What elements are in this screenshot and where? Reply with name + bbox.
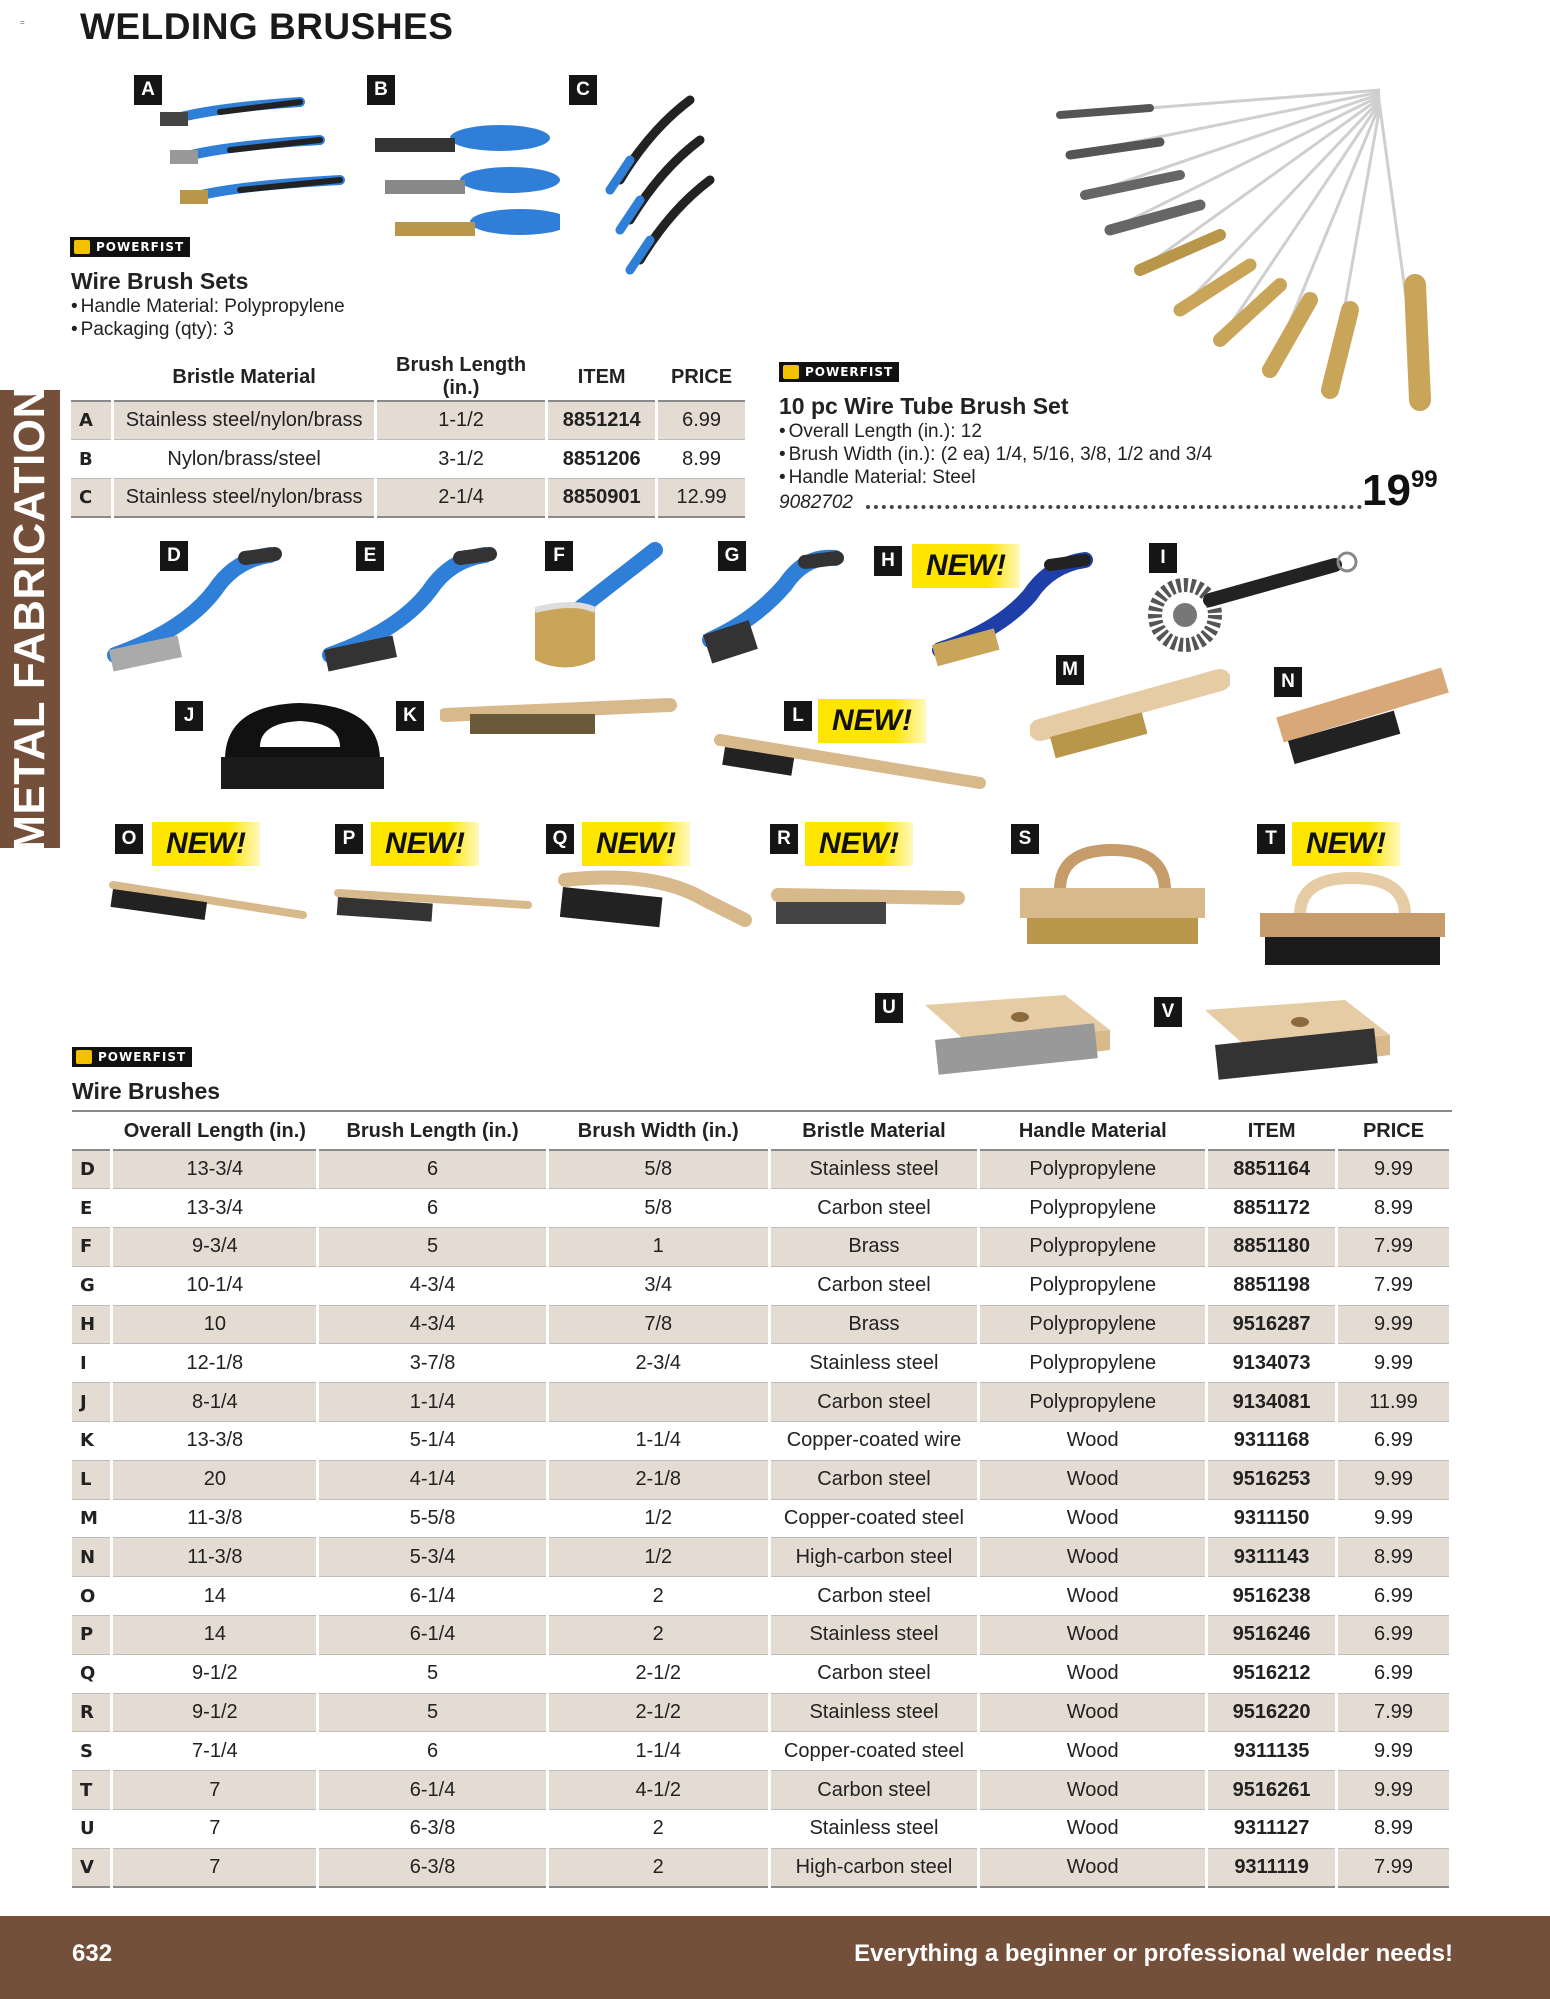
table-cell: 12.99 <box>657 479 747 518</box>
new-badge: NEW! <box>582 822 690 866</box>
table-cell: 8851206 <box>547 440 657 479</box>
table-cell: 14 <box>112 1577 318 1616</box>
brush-j-image <box>215 695 390 795</box>
table-cell: 9516261 <box>1207 1771 1337 1810</box>
product-letter-l: L <box>784 701 812 731</box>
column-header <box>71 354 113 401</box>
brush-k-image <box>440 690 680 745</box>
new-badge: NEW! <box>912 544 1020 588</box>
brush-p-image <box>333 885 533 925</box>
table-cell: 6 <box>318 1150 548 1189</box>
new-badge: NEW! <box>152 822 260 866</box>
section-tab <box>0 386 60 852</box>
table-cell: 8851198 <box>1207 1266 1337 1305</box>
table-cell: 5/8 <box>547 1150 769 1189</box>
column-header: Brush Length (in.) <box>318 1114 548 1150</box>
table-cell: Stainless steel <box>769 1616 979 1655</box>
row-key: V <box>72 1848 112 1887</box>
product-letter-i: I <box>1149 543 1177 573</box>
table-cell: 8.99 <box>657 440 747 479</box>
table-cell: 6-1/4 <box>318 1577 548 1616</box>
bullet-item: • Handle Material: Polypropylene <box>71 295 345 318</box>
table-cell: 9311119 <box>1207 1848 1337 1887</box>
table-cell: 7.99 <box>1337 1693 1451 1732</box>
table-row <box>72 1150 1451 1189</box>
table-cell: 20 <box>112 1460 318 1499</box>
brush-c2 <box>620 140 700 230</box>
table-cell: 9.99 <box>1337 1732 1451 1771</box>
table-cell: 1/2 <box>547 1499 769 1538</box>
table-cell: 7 <box>112 1771 318 1810</box>
row-key: O <box>72 1577 112 1616</box>
table-cell: Copper-coated steel <box>769 1732 979 1771</box>
table-cell: 11-3/8 <box>112 1538 318 1577</box>
table-cell: 13-3/8 <box>112 1422 318 1461</box>
table-cell: 9311135 <box>1207 1732 1337 1771</box>
product-letter-f: F <box>545 541 573 571</box>
table-cell: 7.99 <box>1337 1228 1451 1267</box>
table-cell: 7.99 <box>1337 1848 1451 1887</box>
table-cell: Polypropylene <box>979 1305 1207 1344</box>
table-cell: 4-3/4 <box>318 1305 548 1344</box>
table-row <box>71 401 747 440</box>
column-header: Handle Material <box>979 1114 1207 1150</box>
bullet-item: • Brush Width (in.): (2 ea) 1/4, 5/16, 3/8, 1/2 and 3/4 <box>779 443 1212 466</box>
table-cell: 11.99 <box>1337 1383 1451 1422</box>
table-row <box>72 1810 1451 1849</box>
brush-o-image <box>108 875 308 925</box>
table-cell: 9311168 <box>1207 1422 1337 1461</box>
table-cell: 1 <box>547 1228 769 1267</box>
table-cell: 9516238 <box>1207 1577 1337 1616</box>
new-badge: NEW! <box>371 822 479 866</box>
table-cell: Polypropylene <box>979 1228 1207 1267</box>
brush-e-image <box>310 540 505 690</box>
table-cell: 11-3/8 <box>112 1499 318 1538</box>
table-cell: Stainless steel/nylon/brass <box>113 479 375 518</box>
brush-a2 <box>170 140 320 164</box>
table-cell: Copper-coated steel <box>769 1499 979 1538</box>
column-header <box>72 1114 112 1150</box>
product-letter-d: D <box>160 541 188 571</box>
brush-c3 <box>630 180 710 270</box>
row-key: H <box>72 1305 112 1344</box>
column-header: Brush Width (in.) <box>547 1114 769 1150</box>
table-cell: Wood <box>979 1732 1207 1771</box>
table-cell: 4-1/2 <box>547 1771 769 1810</box>
brush-b1 <box>375 125 550 152</box>
table-cell: 7 <box>112 1810 318 1849</box>
table-cell: 6-1/4 <box>318 1771 548 1810</box>
brush-u-image <box>915 985 1115 1095</box>
table-cell: Stainless steel <box>769 1150 979 1189</box>
table-cell: Carbon steel <box>769 1383 979 1422</box>
table-cell: 1/2 <box>547 1538 769 1577</box>
product-letter-o: O <box>115 824 143 854</box>
table-cell: Wood <box>979 1577 1207 1616</box>
table-cell: Polypropylene <box>979 1383 1207 1422</box>
table-row <box>72 1189 1451 1228</box>
table-cell: 6-3/8 <box>318 1848 548 1887</box>
table-row <box>72 1460 1451 1499</box>
brand-name: POWERFIST <box>98 1050 187 1064</box>
table-cell: 9-3/4 <box>112 1228 318 1267</box>
brush-f-image <box>515 540 675 680</box>
table-cell: 8851172 <box>1207 1189 1337 1228</box>
table-cell: 9516220 <box>1207 1693 1337 1732</box>
table-cell: 9516253 <box>1207 1460 1337 1499</box>
table-cell: Wood <box>979 1848 1207 1887</box>
brand-logo <box>70 237 190 257</box>
table-cell: Wood <box>979 1499 1207 1538</box>
table-cell: Wood <box>979 1771 1207 1810</box>
product-letter-c: C <box>569 75 597 105</box>
table-cell: Polypropylene <box>979 1189 1207 1228</box>
brush-set-b-image <box>370 120 560 250</box>
table-cell: 10 <box>112 1305 318 1344</box>
row-key: Q <box>72 1654 112 1693</box>
table-cell: Carbon steel <box>769 1771 979 1810</box>
product-letter-a: A <box>134 75 162 105</box>
table-cell: Carbon steel <box>769 1577 979 1616</box>
table-cell: 4-3/4 <box>318 1266 548 1305</box>
product-letter-n: N <box>1274 667 1302 697</box>
bullet-item: • Overall Length (in.): 12 <box>779 420 1212 443</box>
table-row <box>72 1732 1451 1771</box>
table-cell: 6 <box>318 1189 548 1228</box>
table-cell: 2-1/2 <box>547 1693 769 1732</box>
table-row <box>72 1266 1451 1305</box>
price-cents: 99 <box>1410 466 1438 493</box>
wire-brushes-table <box>72 1114 1452 1888</box>
table-cell: 2-1/8 <box>547 1460 769 1499</box>
table-cell: Wood <box>979 1460 1207 1499</box>
table-cell: Carbon steel <box>769 1189 979 1228</box>
table-cell: 14 <box>112 1616 318 1655</box>
brush-r-image <box>768 880 968 935</box>
table-cell <box>547 1383 769 1422</box>
table-cell: Wood <box>979 1616 1207 1655</box>
table-cell: Wood <box>979 1693 1207 1732</box>
row-key: E <box>72 1189 112 1228</box>
table-cell: 6.99 <box>1337 1654 1451 1693</box>
table-cell: Copper-coated wire <box>769 1422 979 1461</box>
wire-brushes-heading: Wire Brushes <box>72 1078 221 1104</box>
brush-g-image <box>685 540 845 680</box>
row-key: A <box>71 401 113 440</box>
table-row <box>71 440 747 479</box>
product-letter-s: S <box>1011 824 1039 854</box>
table-cell: 2-1/4 <box>375 479 546 518</box>
table-cell: 2-3/4 <box>547 1344 769 1383</box>
table-cell: 8851214 <box>547 401 657 440</box>
tube-brush-heads <box>1060 108 1420 400</box>
row-key: L <box>72 1460 112 1499</box>
table-cell: Wood <box>979 1654 1207 1693</box>
table-cell: 9.99 <box>1337 1344 1451 1383</box>
tube-brush-wires <box>1060 90 1420 400</box>
table-cell: 8.99 <box>1337 1810 1451 1849</box>
wire-brush-sets-table <box>71 354 748 518</box>
row-key: R <box>72 1693 112 1732</box>
brush-s-image <box>1015 840 1210 950</box>
brush-set-a-image <box>150 90 350 240</box>
table-cell: Stainless steel <box>769 1810 979 1849</box>
table-cell: 3-1/2 <box>375 440 546 479</box>
table-cell: 7 <box>112 1848 318 1887</box>
column-header: ITEM <box>547 354 657 401</box>
table-cell: 8851164 <box>1207 1150 1337 1189</box>
table-cell: High-carbon steel <box>769 1538 979 1577</box>
column-header: Overall Length (in.) <box>112 1114 318 1150</box>
table-cell: 9134073 <box>1207 1344 1337 1383</box>
brand-logo <box>779 362 899 382</box>
row-key: C <box>71 479 113 518</box>
brush-a1 <box>160 102 300 126</box>
table-cell: 12-1/8 <box>112 1344 318 1383</box>
table-row <box>72 1499 1451 1538</box>
row-key: M <box>72 1499 112 1538</box>
table-row <box>72 1848 1451 1887</box>
table-cell: 9134081 <box>1207 1383 1337 1422</box>
table-cell: 6.99 <box>657 401 747 440</box>
table-cell: 9-1/2 <box>112 1654 318 1693</box>
product-letter-q: Q <box>546 824 574 854</box>
column-header: PRICE <box>1337 1114 1451 1150</box>
table-cell: 8850901 <box>547 479 657 518</box>
table-cell: 9.99 <box>1337 1499 1451 1538</box>
product-letter-b: B <box>367 75 395 105</box>
brush-a3 <box>180 180 340 204</box>
table-cell: 9.99 <box>1337 1150 1451 1189</box>
row-key: S <box>72 1732 112 1771</box>
bullet-item: • Packaging (qty): 3 <box>71 318 345 341</box>
new-badge: NEW! <box>805 822 913 866</box>
table-row <box>72 1228 1451 1267</box>
row-key: P <box>72 1616 112 1655</box>
table-row <box>72 1577 1451 1616</box>
table-cell: Brass <box>769 1228 979 1267</box>
table-row <box>72 1305 1451 1344</box>
table-cell: 2 <box>547 1616 769 1655</box>
table-cell: Wood <box>979 1422 1207 1461</box>
table-cell: 6-3/8 <box>318 1810 548 1849</box>
brand-logo <box>72 1047 192 1067</box>
table-cell: 9311150 <box>1207 1499 1337 1538</box>
table-cell: 8851180 <box>1207 1228 1337 1267</box>
row-key: K <box>72 1422 112 1461</box>
column-header: PRICE <box>657 354 747 401</box>
column-header: Bristle Material <box>113 354 375 401</box>
table-cell: 2 <box>547 1848 769 1887</box>
product-letter-u: U <box>875 993 903 1023</box>
table-cell: 9.99 <box>1337 1460 1451 1499</box>
table-row <box>72 1383 1451 1422</box>
product-letter-h: H <box>874 546 902 576</box>
table-cell: 6.99 <box>1337 1422 1451 1461</box>
row-key: I <box>72 1344 112 1383</box>
row-key: T <box>72 1771 112 1810</box>
tube-brush-set-image <box>1040 80 1460 420</box>
product-letter-j: J <box>175 701 203 731</box>
table-cell: Polypropylene <box>979 1150 1207 1189</box>
table-cell: 9516212 <box>1207 1654 1337 1693</box>
page-marker: = <box>20 18 25 27</box>
table-cell: 5-1/4 <box>318 1422 548 1461</box>
wire-brush-sets-heading: Wire Brush Sets <box>71 268 249 294</box>
table-cell: 6-1/4 <box>318 1616 548 1655</box>
table-cell: Carbon steel <box>769 1654 979 1693</box>
table-cell: High-carbon steel <box>769 1848 979 1887</box>
table-cell: 2 <box>547 1577 769 1616</box>
brush-c1 <box>610 100 690 190</box>
table-cell: Carbon steel <box>769 1266 979 1305</box>
footer-tagline: Everything a beginner or professional welder needs! <box>854 1940 1453 1967</box>
product-letter-m: M <box>1056 655 1084 685</box>
table-cell: 3-7/8 <box>318 1344 548 1383</box>
page-number: 632 <box>72 1940 113 1967</box>
table-cell: 13-3/4 <box>112 1150 318 1189</box>
table-cell: Nylon/brass/steel <box>113 440 375 479</box>
table-cell: 9.99 <box>1337 1305 1451 1344</box>
product-letter-k: K <box>396 701 424 731</box>
table-cell: 10-1/4 <box>112 1266 318 1305</box>
column-header: Brush Length (in.) <box>375 354 546 401</box>
row-key: J <box>72 1383 112 1422</box>
table-cell: Stainless steel/nylon/brass <box>113 401 375 440</box>
row-key: D <box>72 1150 112 1189</box>
row-key: U <box>72 1810 112 1849</box>
table-row <box>72 1538 1451 1577</box>
new-badge: NEW! <box>1292 822 1400 866</box>
table-cell: Stainless steel <box>769 1693 979 1732</box>
table-cell: 5-5/8 <box>318 1499 548 1538</box>
tube-brush-set-heading: 10 pc Wire Tube Brush Set <box>779 393 1069 419</box>
product-letter-r: R <box>770 824 798 854</box>
table-cell: 9311127 <box>1207 1810 1337 1849</box>
table-cell: Polypropylene <box>979 1344 1207 1383</box>
table-cell: 7/8 <box>547 1305 769 1344</box>
table-cell: 1-1/2 <box>375 401 546 440</box>
table-cell: 4-1/4 <box>318 1460 548 1499</box>
table-row <box>72 1693 1451 1732</box>
table-cell: 9516287 <box>1207 1305 1337 1344</box>
price-dollars: 19 <box>1362 466 1411 515</box>
table-cell: Carbon steel <box>769 1460 979 1499</box>
column-header: ITEM <box>1207 1114 1337 1150</box>
column-header: Bristle Material <box>769 1114 979 1150</box>
table-cell: Wood <box>979 1538 1207 1577</box>
section-tab-label: METAL FABRICATION <box>5 386 54 852</box>
table-cell: 9.99 <box>1337 1771 1451 1810</box>
table-header-row <box>72 1114 1451 1150</box>
tube-brush-set-item-number: 9082702 <box>779 492 853 513</box>
table-cell: 5 <box>318 1654 548 1693</box>
table-cell: Stainless steel <box>769 1344 979 1383</box>
brush-b3 <box>395 209 560 236</box>
brush-d-image <box>95 540 290 690</box>
table-cell: 8.99 <box>1337 1538 1451 1577</box>
table-row <box>72 1344 1451 1383</box>
table-cell: 3/4 <box>547 1266 769 1305</box>
table-cell: 6 <box>318 1732 548 1771</box>
price-leader-dots <box>866 505 1362 509</box>
section-rule <box>72 1110 1452 1112</box>
tube-brush-set-price <box>1362 466 1438 516</box>
brush-t-image <box>1255 870 1450 970</box>
row-key: G <box>72 1266 112 1305</box>
brand-name: POWERFIST <box>96 240 185 254</box>
table-header-row <box>71 354 747 401</box>
product-letter-e: E <box>356 541 384 571</box>
table-row <box>72 1422 1451 1461</box>
powerfist-logo-icon <box>783 365 799 379</box>
table-cell: 1-1/4 <box>318 1383 548 1422</box>
table-cell: 5 <box>318 1228 548 1267</box>
brush-v-image <box>1195 990 1395 1100</box>
row-key: F <box>72 1228 112 1267</box>
table-cell: 1-1/4 <box>547 1732 769 1771</box>
table-row <box>71 479 747 518</box>
table-cell: 9516246 <box>1207 1616 1337 1655</box>
table-cell: 1-1/4 <box>547 1422 769 1461</box>
table-row <box>72 1616 1451 1655</box>
brush-set-c-image <box>590 90 720 280</box>
product-letter-v: V <box>1154 997 1182 1027</box>
table-cell: 5 <box>318 1693 548 1732</box>
table-cell: 9-1/2 <box>112 1693 318 1732</box>
bullet-item: • Handle Material: Steel <box>779 466 1212 489</box>
table-cell: Polypropylene <box>979 1266 1207 1305</box>
table-cell: 7-1/4 <box>112 1732 318 1771</box>
page-footer <box>0 1916 1550 1999</box>
product-letter-p: P <box>335 824 363 854</box>
brush-b2 <box>385 167 560 194</box>
tube-brush-set-bullets <box>779 420 1212 489</box>
product-letter-g: G <box>718 541 746 571</box>
table-cell: 13-3/4 <box>112 1189 318 1228</box>
table-cell: 9311143 <box>1207 1538 1337 1577</box>
row-key: N <box>72 1538 112 1577</box>
table-cell: 2-1/2 <box>547 1654 769 1693</box>
powerfist-logo-icon <box>76 1050 92 1064</box>
table-cell: 6.99 <box>1337 1616 1451 1655</box>
product-letter-t: T <box>1257 824 1285 854</box>
table-row <box>72 1771 1451 1810</box>
table-cell: 6.99 <box>1337 1577 1451 1616</box>
table-cell: 5-3/4 <box>318 1538 548 1577</box>
table-cell: 7.99 <box>1337 1266 1451 1305</box>
row-key: B <box>71 440 113 479</box>
new-badge: NEW! <box>818 699 926 743</box>
table-cell: 8.99 <box>1337 1189 1451 1228</box>
table-cell: 8-1/4 <box>112 1383 318 1422</box>
powerfist-logo-icon <box>74 240 90 254</box>
table-row <box>72 1654 1451 1693</box>
page-title: WELDING BRUSHES <box>80 6 454 47</box>
table-cell: 2 <box>547 1810 769 1849</box>
table-cell: Wood <box>979 1810 1207 1849</box>
table-cell: 5/8 <box>547 1189 769 1228</box>
brush-q-image <box>555 865 755 935</box>
table-cell: Brass <box>769 1305 979 1344</box>
brand-name: POWERFIST <box>805 365 894 379</box>
wire-brush-sets-bullets <box>71 295 345 341</box>
